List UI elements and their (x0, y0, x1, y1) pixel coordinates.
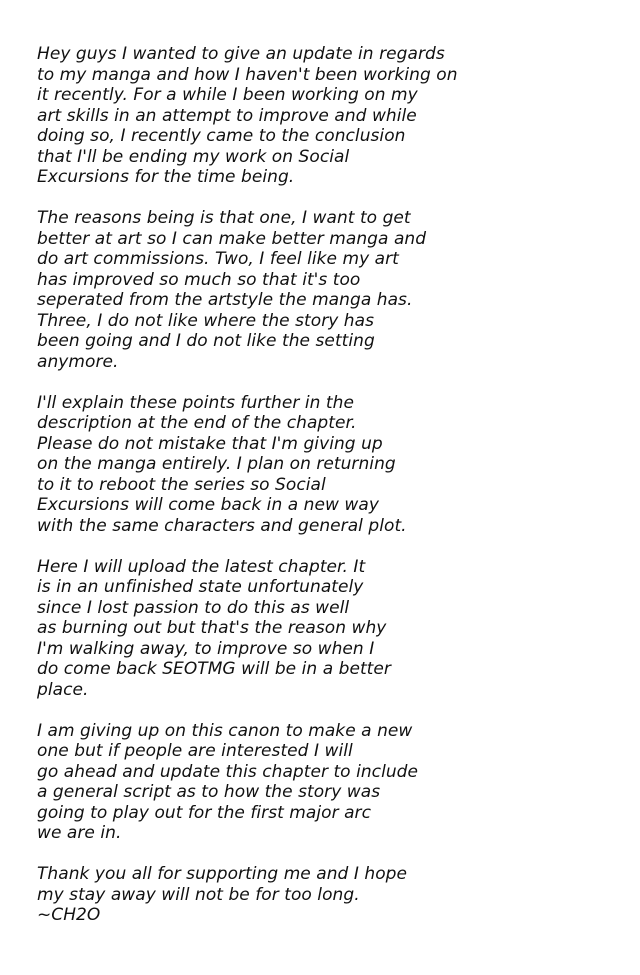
text-line: Thank you all for supporting me and I hope (37, 864, 407, 884)
text-line: seperated from the artstyle the manga has. (37, 290, 413, 310)
text-line: going to play out for the first major arc (37, 802, 371, 823)
text-line: as burning out but that's the reason why (37, 618, 387, 638)
text-line: I am giving up on this canon to make a new (37, 720, 413, 741)
text-line: it recently. For a while I been working on my (37, 85, 418, 105)
paragraph-thanks (37, 864, 617, 926)
text-line: to my manga and how I haven't been working on (37, 64, 458, 85)
text-line: do come back SEOTMG will be in a better (37, 659, 391, 679)
text-line: go ahead and update this chapter to include (37, 761, 419, 782)
text-line: a general script as to how the story was (37, 782, 381, 802)
text-line: art skills in an attempt to improve and while (37, 105, 417, 126)
text-line: Here I will upload the latest chapter. It (37, 556, 366, 577)
text-line: description at the end of the chapter. (37, 413, 357, 433)
text-line: Please do not mistake that I'm giving up (37, 433, 383, 454)
paragraph-reasons (37, 208, 617, 372)
text-line: I'll explain these points further in the (37, 392, 354, 413)
text-line: that I'll be ending my work on Social (37, 146, 350, 167)
text-line: has improved so much so that it's too (37, 269, 361, 290)
text-line: Excursions will come back in a new way (37, 495, 379, 515)
paragraph-canon (37, 721, 617, 844)
text-line: we are in. (37, 823, 122, 843)
text-line: The reasons being is that one, I want to get (37, 208, 411, 228)
text-line: better at art so I can make better manga and (37, 228, 427, 249)
text-line: on the manga entirely. I plan on returning (37, 454, 396, 474)
text-line: my stay away will not be for too long. (37, 884, 360, 905)
text-line: I'm walking away, to improve so when I (37, 638, 375, 659)
signature: ~CH2O (37, 905, 101, 925)
text-line: one but if people are interested I will (37, 741, 353, 761)
text-line: Excursions for the time being. (37, 167, 295, 187)
text-line: do art commissions. Two, I feel like my art (37, 249, 399, 269)
paragraph-explanation (37, 393, 617, 537)
text-line: doing so, I recently came to the conclusion (37, 126, 406, 146)
text-line: Three, I do not like where the story has (37, 310, 375, 331)
update-note-text (37, 44, 617, 926)
text-line: anymore. (37, 351, 119, 372)
text-line: Hey guys I wanted to give an update in regards (37, 44, 445, 64)
paragraph-latest-chapter (37, 557, 617, 701)
text-line: place. (37, 679, 89, 700)
text-line: is in an unfinished state unfortunately (37, 577, 364, 597)
text-line: with the same characters and general plot. (37, 515, 407, 536)
text-line: since I lost passion to do this as well (37, 597, 350, 618)
text-line: been going and I do not like the setting (37, 331, 375, 351)
paragraph-update-intro (37, 44, 617, 188)
text-line: to it to reboot the series so Social (37, 474, 326, 495)
